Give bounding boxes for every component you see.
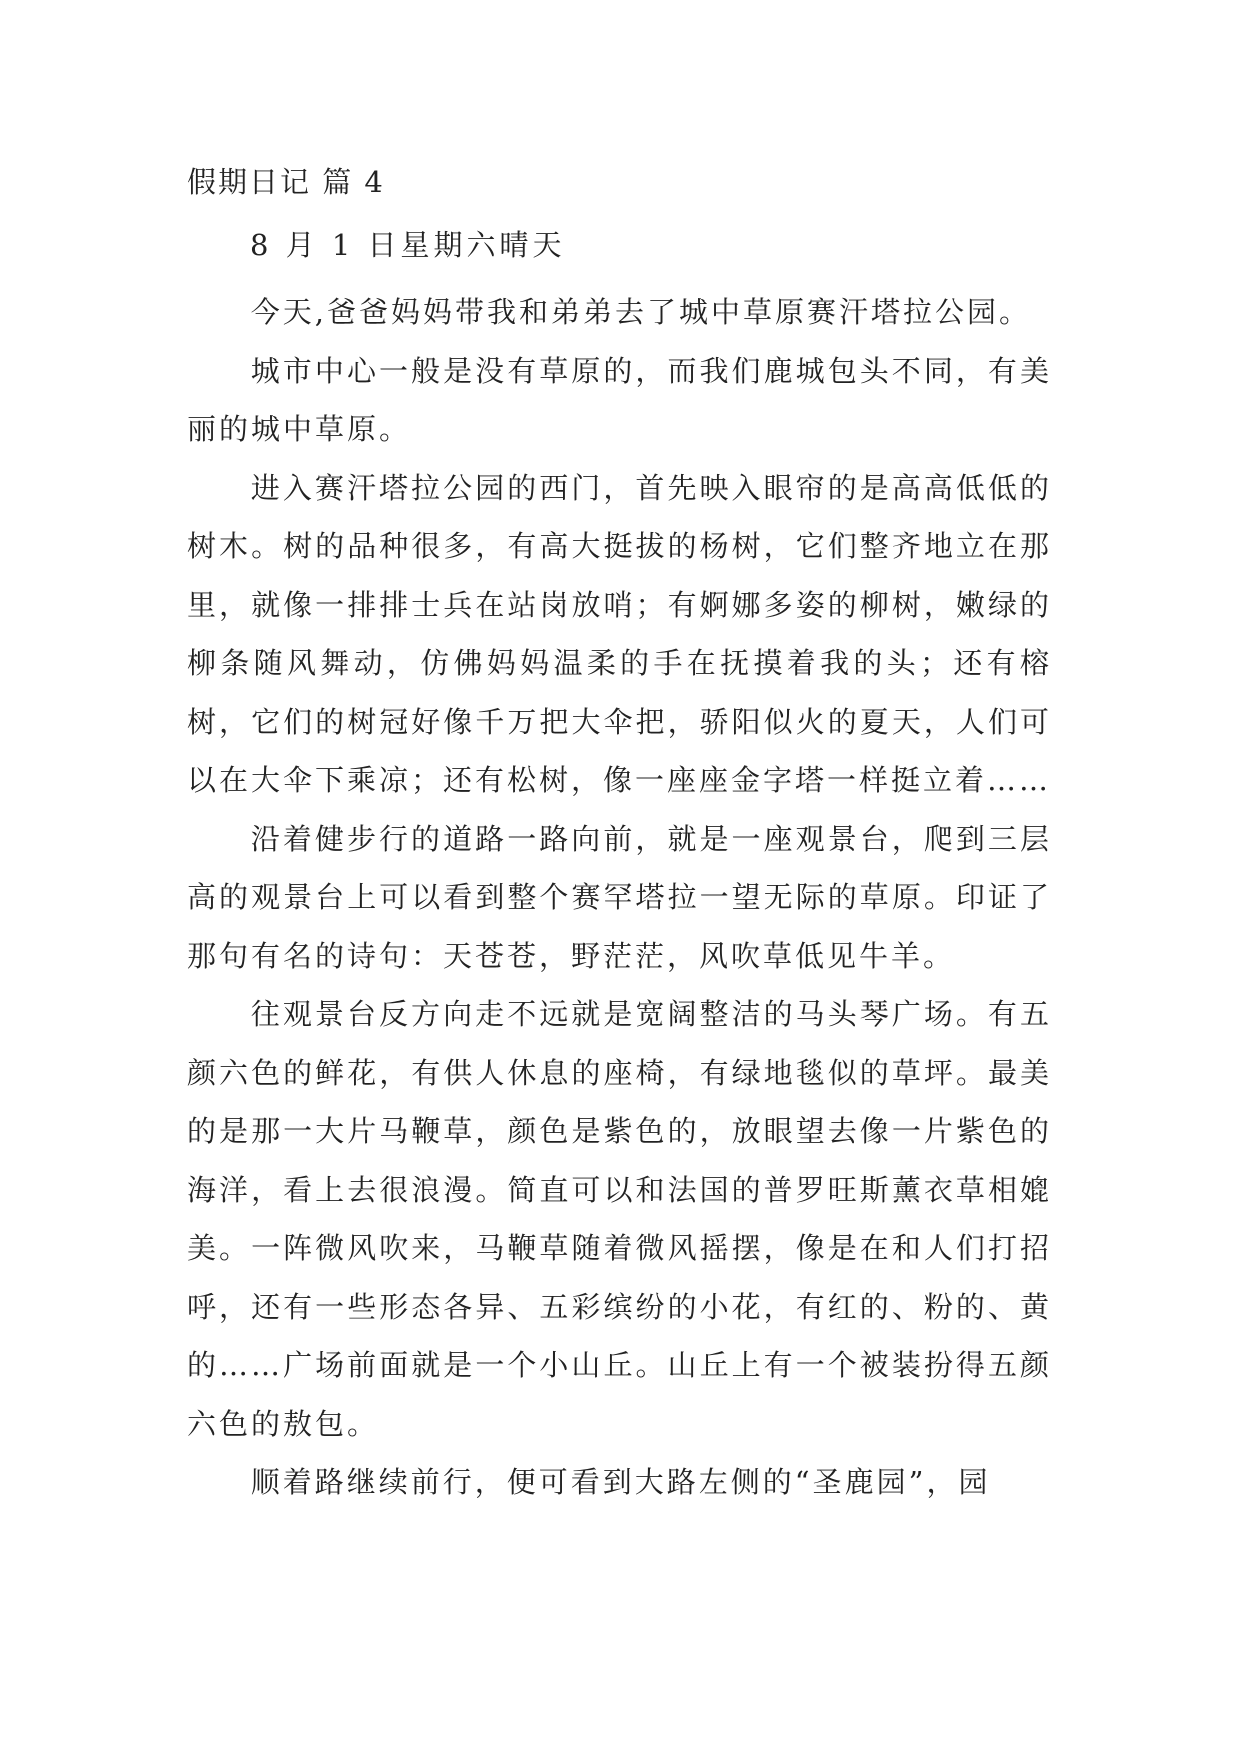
paragraph: 往观景台反方向走不远就是宽阔整洁的马头琴广场。有五颜六色的鲜花，有供人休息的座椅，有绿地毯似的草坪。最美的是那一大片马鞭草，颜色是紫色的，放眼望去像一片紫色的海洋，看上去很浪漫。简直可以和法国的普罗旺斯薰衣草相媲美。一阵微风吹来，马鞭草随着微风摇摆，像是在和人们打招呼，还有一些形态各异、五彩缤纷的小花，有红的、粉的、黄的……广场前面就是一个小山丘。山丘上有一个被装扮得五颜六色的敖包。 <box>187 997 1052 1441</box>
diary-body <box>187 283 1052 1512</box>
paragraph: 顺着路继续前行，便可看到大路左侧的“圣鹿园”，园 <box>250 1465 991 1499</box>
paragraph: 沿着健步行的道路一路向前，就是一座观景台，爬到三层高的观景台上可以看到整个赛罕塔拉一望无际的草原。印证了那句有名的诗句：天苍苍，野茫茫，风吹草低见牛羊。 <box>187 821 1052 973</box>
paragraph: 进入赛汗塔拉公园的西门，首先映入眼帘的是高高低低的树木。树的品种很多，有高大挺拔的杨树，它们整齐地立在那里，就像一排排士兵在站岗放哨；有婀娜多姿的柳树，嫩绿的柳条随风舞动，仿佛妈妈温柔的手在抚摸着我的头；还有榕树，它们的树冠好像千万把大伞把，骄阳似火的夏天，人们可以在大伞下乘凉；还有松树，像一座座金字塔一样挺立着…… <box>187 470 1052 797</box>
diary-title: 假期日记 篇 4 <box>187 165 385 199</box>
date-line: 8 月 1 日星期六晴天 <box>250 228 566 262</box>
paragraph: 城市中心一般是没有草原的，而我们鹿城包头不同，有美丽的城中草原。 <box>187 353 1052 446</box>
paragraph: 今天,爸爸妈妈带我和弟弟去了城中草原赛汗塔拉公园。 <box>250 295 1032 329</box>
